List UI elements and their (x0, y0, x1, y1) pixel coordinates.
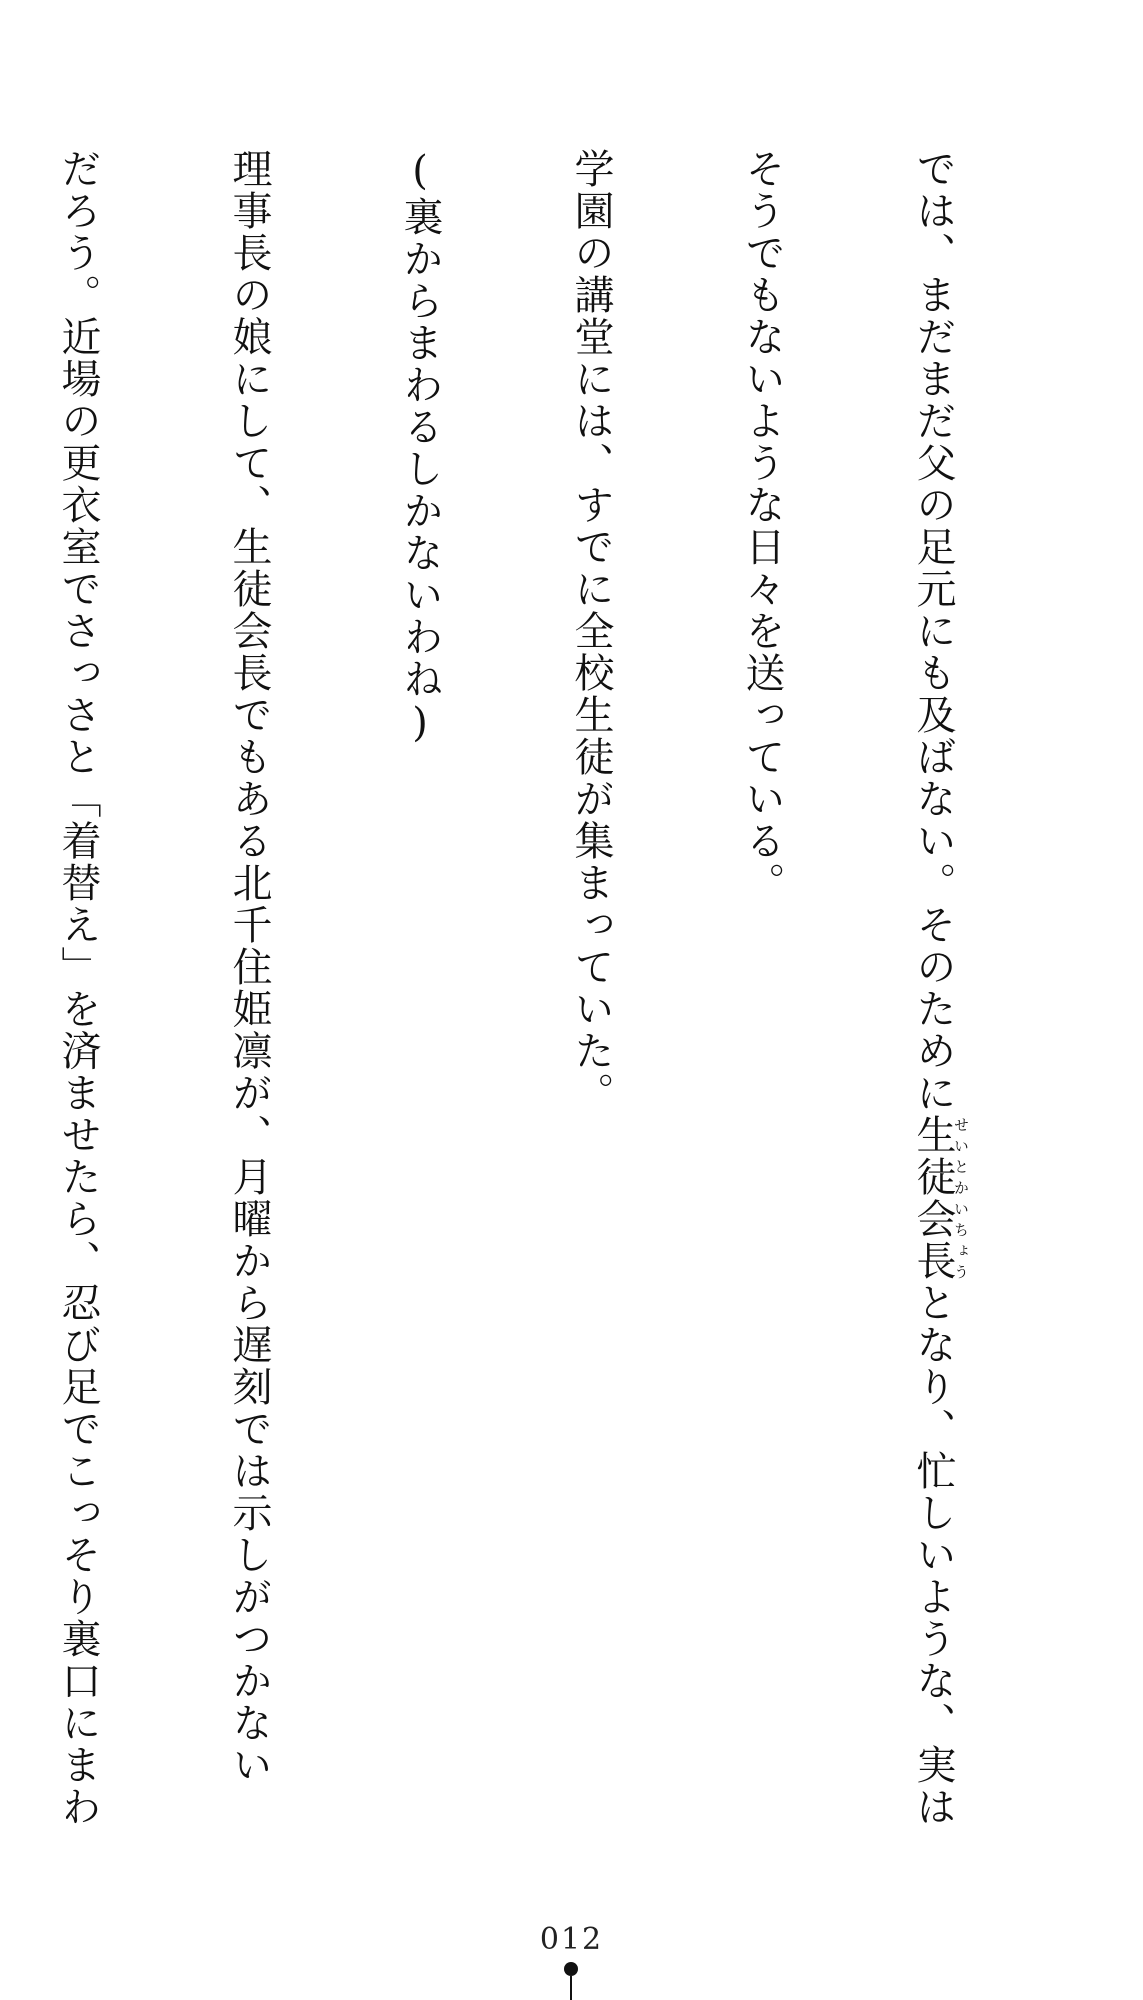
folio-dot (564, 1962, 578, 1976)
ruby-base: 生徒会長 (910, 1114, 956, 1282)
text-line-5: 理事長の娘にして、生徒会長でもある北千住姫凛が、月曜から遅刻では示しがつかない (226, 148, 272, 1786)
text-line-4: (裏からまわるしかないわね) (397, 148, 443, 748)
text-line-3: 学園の講堂には、すでに全校生徒が集まっていた。 (568, 148, 614, 1114)
folio-rule (570, 1976, 572, 2000)
text-line-1-start: では、まだまだ父の足元にも及ばない。そのために (910, 148, 956, 1114)
ruby-reading: せいとかいちょう (952, 1114, 970, 1282)
page-number: 012 (539, 1922, 604, 1957)
text-line-1-end: となり、忙しいような、実は (910, 1282, 956, 1828)
text-line-6: だろう。近場の更衣室でさっさと「着替え」を済ませたら、忍び足でこっそり裏口にまわ (55, 148, 101, 1828)
vertical-body-text (0, 148, 1083, 1828)
text-line-2: そうでもないような日々を送っている。 (739, 148, 785, 904)
text-line-1 (904, 148, 969, 1828)
ruby-word (910, 1114, 970, 1282)
